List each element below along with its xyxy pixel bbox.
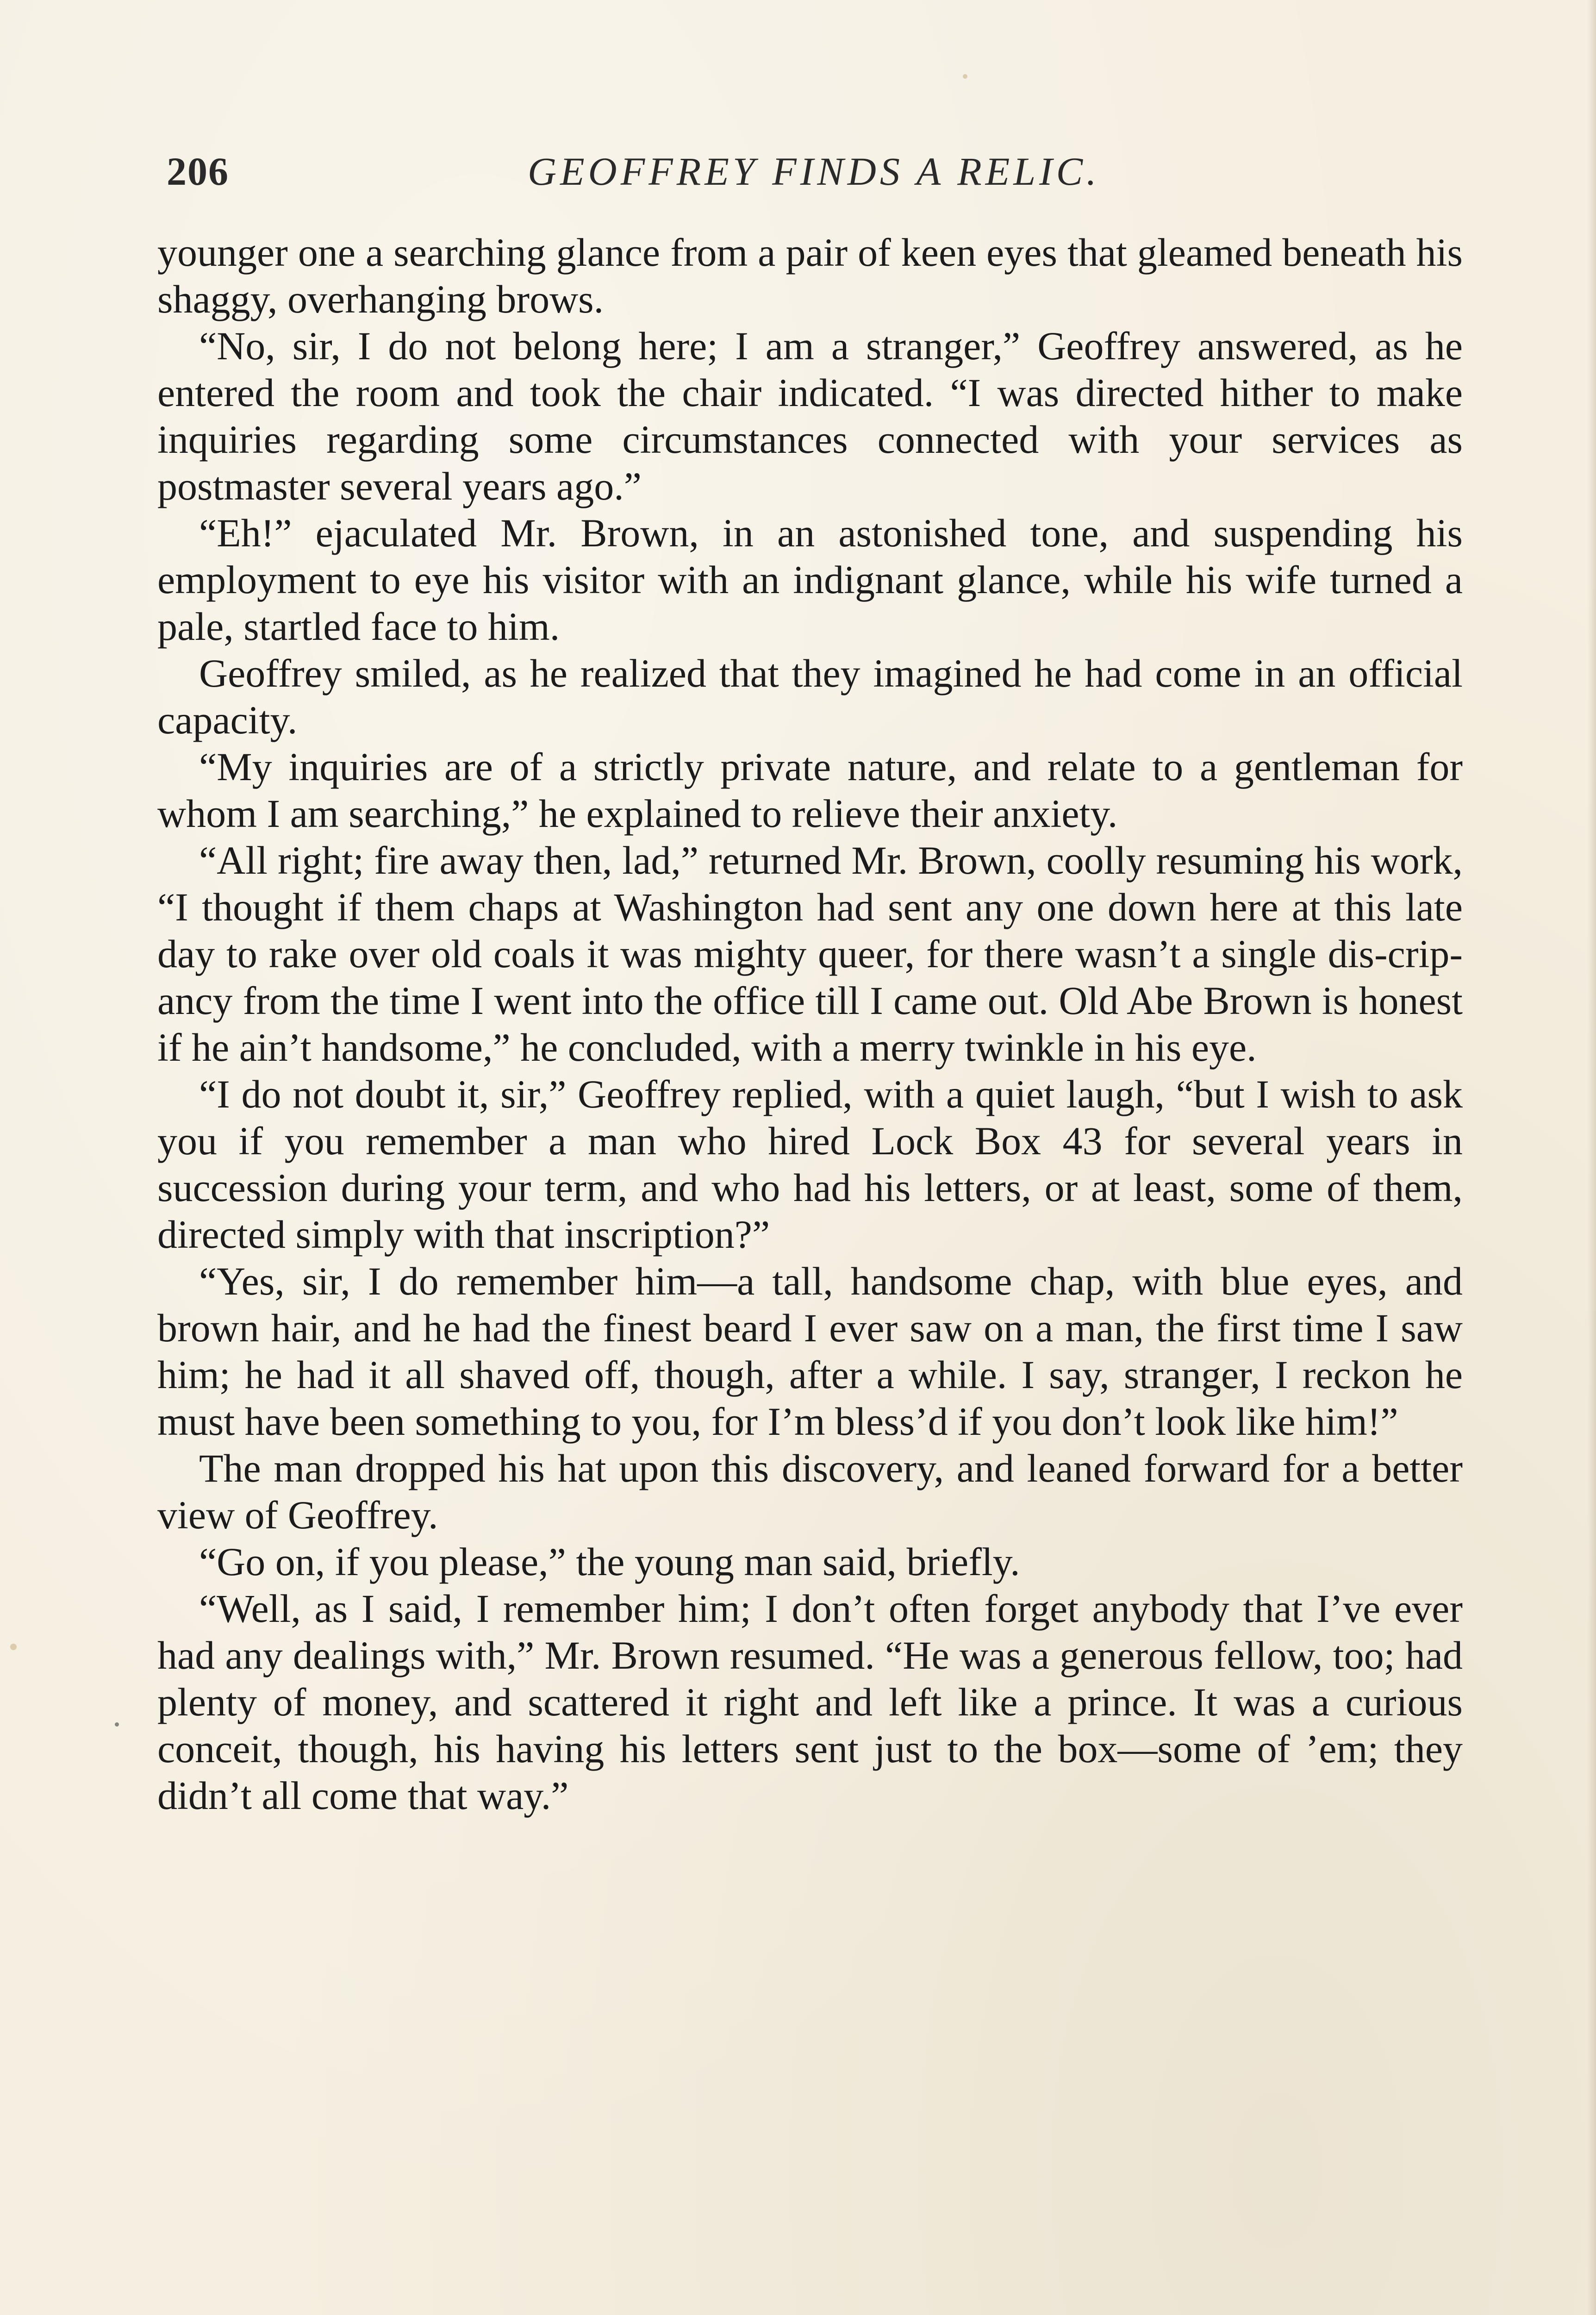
paper-speck [963, 74, 967, 79]
paragraph: Geoffrey smiled, as he realized that they imagined he had come in an official capacity. [157, 651, 1463, 742]
page-header [167, 148, 1361, 199]
page-edge-shadow [1588, 0, 1596, 2315]
paragraph: younger one a searching glance from a pair of keen eyes that gleamed beneath his shaggy, overhanging brows. [157, 230, 1463, 321]
paper-speck [115, 1722, 119, 1727]
paragraph: “No, sir, I do not belong here; I am a stranger,” Geoffrey answered, as he entered the room and took the chair indicated. “I was directed hither to make inquiries regarding some circumstances connected with your services as postmaster several years ago.” [157, 324, 1463, 508]
paragraph: “Yes, sir, I do remember him—a tall, handsome chap, with blue eyes, and brown hair, and he had the finest beard I ever saw on a man, the first time I saw him; he had it all shaved off, though, after a while. I say, stranger, I reckon he must have been something to you, for I’m bless’d if you don’t look like him!” [157, 1259, 1463, 1444]
paper-speck [10, 1644, 17, 1650]
paragraph: “I do not doubt it, sir,” Geoffrey replied, with a quiet laugh, “but I wish to ask you if you remember a man who hired Lock Box 43 for several years in succession during your term, and who had his letters, or at least, some of them, directed simply with that inscription?” [157, 1072, 1463, 1257]
running-title: GEOFFREY FINDS A RELIC. [528, 149, 1100, 194]
paragraph: “Eh!” ejaculated Mr. Brown, in an astonished tone, and suspending his employment to eye his visitor with an indignant glance, while his wife turned a pale, startled face to him. [157, 511, 1463, 649]
paragraph: “My inquiries are of a strictly private nature, and relate to a gentleman for whom I am searching,” he explained to relieve their anxiety. [157, 745, 1463, 836]
body-text [157, 229, 1463, 1819]
paragraph: “Go on, if you please,” the young man said, briefly. [199, 1539, 1020, 1584]
paragraph: The man dropped his hat upon this discovery, and leaned forward for a better view of Geoffrey. [157, 1446, 1463, 1537]
paragraph: “All right; fire away then, lad,” returned Mr. Brown, coolly resuming his work, “I thought if them chaps at Washington had sent any one down here at this late day to rake over old coals it was mighty queer, for there wasn’t a single dis-crip-ancy from the time I went into the office till I came out. Old Abe Brown is honest if he ain’t handsome,” he concluded, with a merry twinkle in his eye. [157, 838, 1463, 1070]
paragraph: “Well, as I said, I remember him; I don’t often forget anybody that I’ve ever had any dealings with,” Mr. Brown resumed. “He was a generous fellow, too; had plenty of money, and scattered it right and left like a prince. It was a curious conceit, though, his having his letters sent just to the box—some of ’em; they didn’t all come that way.” [157, 1586, 1463, 1818]
page-number: 206 [167, 149, 229, 194]
